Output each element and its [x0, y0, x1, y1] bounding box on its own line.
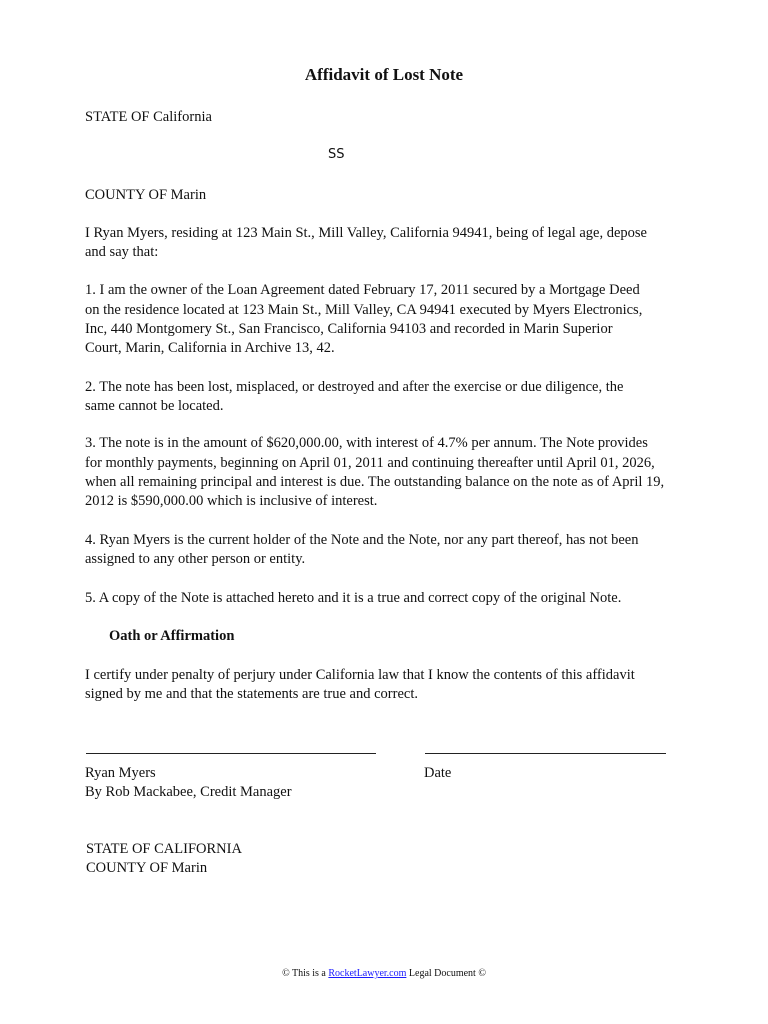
signer-name: Ryan Myers [85, 765, 156, 781]
footer [0, 967, 768, 981]
intro-line-1: I Ryan Myers, residing at 123 Main St., Mill Valley, California 94941, being of legal age, depose [85, 225, 647, 241]
certify-line-1: I certify under penalty of perjury under California law that I know the contents of this affidavit [85, 667, 635, 683]
rocketlawyer-link[interactable]: RocketLawyer.com [328, 968, 407, 979]
para4-line-2: assigned to any other person or entity. [85, 551, 306, 567]
notary-state-line: STATE OF CALIFORNIA [86, 841, 242, 857]
para3-line-4: 2012 is $590,000.00 which is inclusive of interest. [85, 493, 378, 509]
para5-line-1: 5. A copy of the Note is attached hereto and it is a true and correct copy of the original Note. [85, 590, 622, 606]
para3-line-3: when all remaining principal and interest is due. The outstanding balance on the note as of April 19, [85, 474, 665, 490]
date-line [425, 753, 666, 754]
date-label: Date [424, 765, 452, 781]
para3-line-2: for monthly payments, beginning on April 01, 2011 and continuing thereafter until April 01, 2026, [85, 455, 655, 471]
signature-line [86, 753, 376, 754]
document-title: Affidavit of Lost Note [304, 65, 464, 84]
certify-line-2: signed by me and that the statements are true and correct. [85, 686, 418, 702]
para1-line-3: Inc, 440 Montgomery St., San Francisco, California 94103 and recorded in Marin Superior [85, 321, 613, 337]
para1-line-1: 1. I am the owner of the Loan Agreement dated February 17, 2011 secured by a Mortgage Deed [85, 282, 640, 298]
para2-line-1: 2. The note has been lost, misplaced, or destroyed and after the exercise or due diligence, the [85, 379, 624, 395]
footer-suffix: Legal Document © [406, 968, 486, 979]
signer-by-line: By Rob Mackabee, Credit Manager [85, 784, 292, 800]
venue-state-line: STATE OF California [85, 109, 212, 125]
para2-line-2: same cannot be located. [85, 398, 224, 414]
venue-county-line: COUNTY OF Marin [85, 187, 207, 203]
footer-prefix: © This is a [282, 968, 329, 979]
notary-county-line: COUNTY OF Marin [86, 860, 208, 876]
para1-line-4: Court, Marin, California in Archive 13, 42. [85, 340, 335, 356]
para1-line-2: on the residence located at 123 Main St., Mill Valley, CA 94941 executed by Myers Electronics, [85, 302, 643, 318]
intro-line-2: and say that: [85, 244, 159, 260]
para4-line-1: 4. Ryan Myers is the current holder of the Note and the Note, nor any part thereof, has not been [85, 532, 639, 548]
venue-ss-marker: SS [328, 147, 345, 162]
para3-line-1: 3. The note is in the amount of $620,000.00, with interest of 4.7% per annum. The Note provides [85, 435, 648, 451]
oath-heading: Oath or Affirmation [109, 628, 235, 644]
